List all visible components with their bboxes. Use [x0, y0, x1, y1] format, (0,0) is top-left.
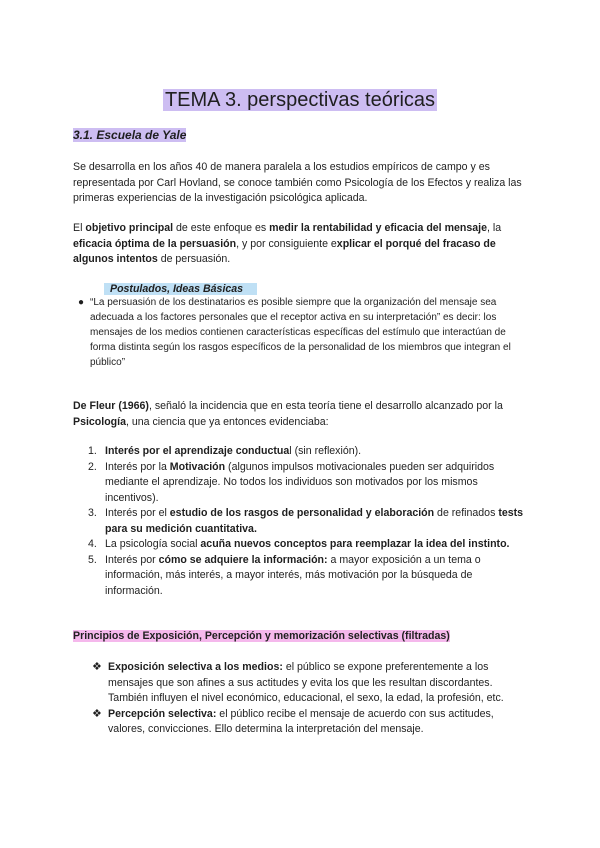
bullet-icon: ●	[78, 297, 85, 308]
list-item: 4. La psicología social acuña nuevos conceptos para reemplazar la idea del instinto.	[88, 538, 510, 550]
numbered-list	[88, 444, 528, 599]
section-heading	[73, 128, 533, 145]
list-item: 3. Interés por el estudio de los rasgos de personalidad y elaboración de refinados tests para su medición cuantitativa.	[88, 507, 524, 535]
principios-heading-text: Principios de Exposición, Percepción y memorización selectivas (filtradas)	[73, 630, 450, 642]
section-heading-text: 3.1. Escuela de Yale	[73, 128, 187, 142]
page-title	[0, 86, 600, 114]
postulados-heading-text: Postulados, Ideas Básicas	[104, 283, 257, 295]
diamond-bullet-icon: ❖	[92, 661, 102, 673]
intro-paragraph: Se desarrolla en los años 40 de manera paralela a los estudios empíricos de campo y es representada por Carl Hovland, se conoce también como Psicología de los Efectos y realiza las primeras experiencias de la investigación psicológica aplicada.	[73, 161, 522, 204]
list-item: 5. Interés por cómo se adquiere la información: a mayor exposición a un tema o información, más interés, a mayor interés, más motivación por la búsqueda de información.	[88, 553, 481, 597]
postulados-quote	[78, 295, 522, 370]
list-item: 1. Interés por el aprendizaje conductual (sin reflexión).	[88, 445, 362, 457]
principio-item: ❖ Exposición selectiva a los medios: el público se expone preferentemente a los mensajes que son afines a sus actitudes y evita los que les resultan discordantes. También influyen el nivel económico, educacional, el sexo, la edad, la profesión, etc.	[92, 661, 504, 704]
page-title-text: TEMA 3. perspectivas teóricas	[164, 89, 436, 111]
objective-paragraph: El objetivo principal de este enfoque es medir la rentabilidad y eficacia del mensaje, la eficacia óptima de la persuasión, y por consiguiente explicar el porqué del fracaso de algunos intentos de persuasión.	[73, 222, 502, 265]
principios-list	[92, 660, 532, 738]
principio-item: ❖ Percepción selectiva: el público recibe el mensaje de acuerdo con sus actitudes, valores, convicciones. Ello determina la interpretación del mensaje.	[92, 707, 494, 735]
quote-text: “La persuasión de los destinatarios es posible siempre que la organización del mensaje sea adecuada a los factores personales que el receptor activa en su interpretación” es decir: los mensajes de los medios contienen características específicas del estímulo que interactúan de forma distinta según los rasgos específicos de la personalidad de los miembros que integran el público”	[90, 297, 511, 368]
list-item: 2. Interés por la Motivación (algunos impulsos motivacionales pueden ser adquiridos mediante el aprendizaje. No todos los individuos son motivados por los mismos incentivos).	[88, 460, 495, 504]
defleur-paragraph: De Fleur (1966), señaló la incidencia que en esta teoría tiene el desarrollo alcanzado por la Psicología, una ciencia que ya entonces evidenciaba:	[73, 400, 503, 428]
principios-heading	[73, 629, 533, 645]
diamond-bullet-icon: ❖	[92, 707, 102, 720]
